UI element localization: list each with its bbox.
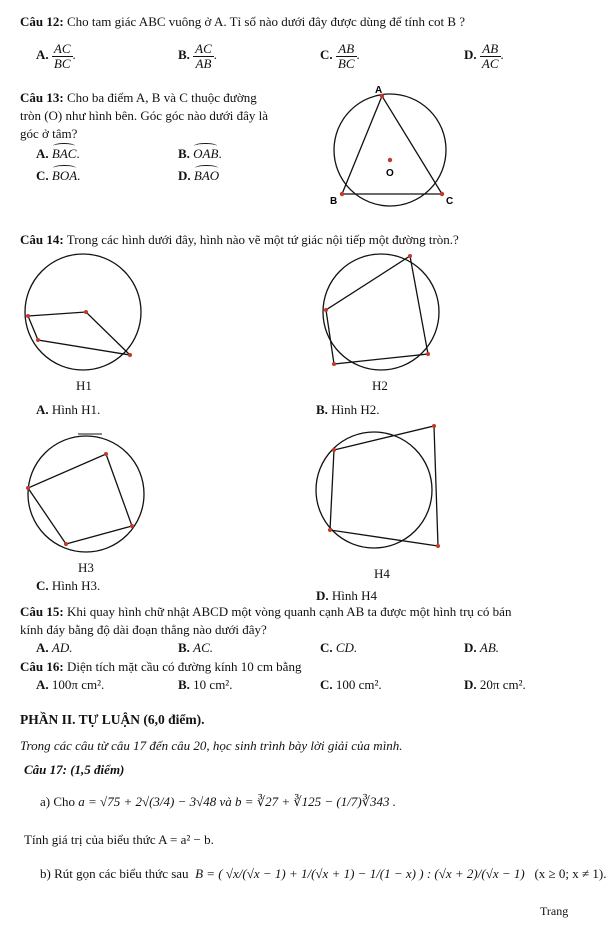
numerator: AC [53,41,71,56]
q16-opt-b [178,677,232,693]
q17-b-prefix: b) Rút gọn các biểu thức sau [40,866,189,881]
caption-h1: H1 [76,378,92,393]
q16-opt-c [320,677,382,693]
vertex [432,424,436,428]
fraction [336,42,357,70]
opt-key: A. [36,146,49,161]
denominator: AC [481,55,499,71]
point-b [340,192,344,196]
opt-key: D. [316,588,329,603]
q13-opt-d [178,168,219,184]
numerator: AB [480,42,501,57]
opt-value: 10 cm². [193,677,233,692]
figure-h1 [18,252,148,372]
q16-opt-d [464,677,526,693]
opt-key: B. [178,640,190,655]
opt-value: AC. [193,640,214,655]
opt-key: A. [36,47,49,63]
caption-h4: H4 [374,566,390,581]
q17-a-prefix: a) Cho [40,794,76,809]
q13-opt-b: B. OAB. [178,146,222,161]
label-c: C [446,196,454,207]
triangle-abc [342,96,442,194]
q13-opt-c: C. BOA. [36,168,81,183]
vertex [332,362,336,366]
opt-value: Hình H1. [51,402,101,417]
q14-label: Câu 14: [20,232,64,247]
part2-intro: Trong các câu từ câu 17 đến câu 20, học sinh trình bày lời giải của mình. [20,738,403,753]
quadrilateral [326,256,428,364]
q12-line [20,14,465,30]
vertex [128,353,132,357]
opt-value: 100 cm². [335,677,382,692]
vertex [328,528,332,532]
opt-value: 20π cm². [479,677,526,692]
circle [334,94,446,206]
q15-line1 [20,604,511,620]
q13-label: Câu 13: [20,90,64,105]
q16-text: Diện tích mặt cầu có đường kính 10 cm bằng [66,659,302,674]
opt-value: Hình H4 [331,588,378,603]
vertex [324,308,328,312]
opt-key: D. [464,47,477,63]
opt-key: D. [464,677,477,692]
fraction [52,42,73,70]
q14-line [20,232,459,248]
q12-text: Cho tam giác ABC vuông ở A. Tỉ số nào dưới đây được dùng để tính cot B ? [66,14,466,29]
caption-h2: H2 [372,378,388,393]
quadrilateral [330,426,438,546]
vertex [332,448,336,452]
angle: BAC [51,146,77,161]
caption-h3: H3 [78,560,94,575]
q16-label: Câu 16: [20,659,64,674]
denominator: BC [53,55,71,71]
figure-h3 [18,424,154,554]
q12-opt-b: B. $\frac{AC}{AB}$ . [178,41,218,71]
circle [28,436,144,552]
q14-opt-a [36,402,100,418]
angle: BOA [51,168,78,183]
fraction [480,42,501,70]
q15-opt-d [464,640,499,656]
page-footer: Trang [540,904,569,918]
vertex [26,486,30,490]
q15-opt-b [178,640,213,656]
denominator: AB [195,55,212,71]
q15-opt-c [320,640,357,656]
part2-title: PHẦN II. TỰ LUẬN (6,0 điểm). [20,712,205,727]
quadrilateral [28,312,130,355]
q14-opt-b [316,402,380,418]
q14-opt-d [316,588,377,604]
opt-value: 100π cm². [51,677,105,692]
q12-opt-d: D. $\frac{AB}{AC}$ . [464,41,504,71]
circle [323,254,439,370]
q13-figure [320,84,460,214]
q17-a-expression: a = √75 + 2√(3/4) − 3√48 và b = ∛27 + ∛125 − (1/7)∛343 . [78,794,396,809]
q17-b-line [40,866,607,882]
q14-text: Trong các hình dưới đây, hình nào vẽ một tứ giác nội tiếp một đường tròn.? [66,232,459,247]
q15-line2: kính đáy bằng độ dài đoạn thẳng nào dưới đây? [20,622,267,637]
q16-opt-a [36,677,104,693]
opt-key: A. [36,640,49,655]
point-o [388,158,392,162]
q13-opt-a: A. BAC. [36,146,80,161]
q17-calc: Tính giá trị của biểu thức A = a² − b. [24,832,214,847]
opt-key: A. [36,677,49,692]
opt-value: CD. [335,640,358,655]
fraction [193,42,214,70]
q17-b-expression: B = ( √x/(√x − 1) + 1/(√x + 1) − 1/(1 − x) ) : (√x + 2)/(√x − 1) [195,866,525,881]
q12-opt-c: C. $\frac{AB}{BC}$ . [320,41,360,71]
vertex [426,352,430,356]
opt-key: C. [320,677,333,692]
point-c [440,192,444,196]
q17-b-condition: (x ≥ 0; x ≠ 1). [534,866,607,881]
opt-key: A. [36,402,49,417]
opt-key: B. [178,146,190,161]
vertex [84,310,88,314]
angle: OAB [193,146,219,161]
q15-opt-a [36,640,72,656]
vertex [436,544,440,548]
vertex [104,452,108,456]
vertex [36,338,40,342]
q13-line1 [20,90,257,106]
opt-value: AB. [479,640,500,655]
numerator: AC [195,41,212,56]
opt-key: C. [320,47,333,63]
q12-opt-a: A. $\frac{AC}{BC}$ . [36,41,76,71]
label-a: A [375,85,383,96]
opt-value: AD. [51,640,73,655]
q13-text: Cho ba điểm A, B và C thuộc đường [66,90,257,105]
q12-label: Câu 12: [20,14,64,29]
q13-line3: góc ở tâm? [20,126,78,141]
opt-key: C. [320,640,333,655]
figure-h4 [312,420,452,560]
q15-label: Câu 15: [20,604,64,619]
opt-key: B. [178,47,190,63]
opt-key: C. [36,578,49,593]
figure-h2 [316,252,446,372]
numerator: AB [336,42,357,57]
q17-label: Câu 17: (1,5 điểm) [24,762,125,777]
angle: BAO [193,168,220,183]
vertex [130,524,134,528]
q14-opt-c [36,578,100,594]
vertex [408,254,412,258]
label-b: B [330,196,338,207]
opt-key: B. [178,677,190,692]
quadrilateral [28,454,132,544]
opt-value: Hình H3. [51,578,101,593]
q17-a-line [40,794,396,810]
opt-key: C. [36,168,49,183]
vertex [26,314,30,318]
vertex [64,542,68,546]
opt-value: Hình H2. [331,402,380,417]
opt-key: B. [316,402,328,417]
opt-key: D. [464,640,477,655]
q15-text: Khi quay hình chữ nhật ABCD một vòng quanh cạnh AB ta được một hình trụ có bán [66,604,512,619]
denominator: BC [337,55,355,71]
opt-key: D. [178,168,191,183]
q13-line2: tròn (O) như hình bên. Góc góc nào dưới đây là [20,108,269,123]
q16-line [20,659,301,675]
label-o: O [386,168,394,179]
